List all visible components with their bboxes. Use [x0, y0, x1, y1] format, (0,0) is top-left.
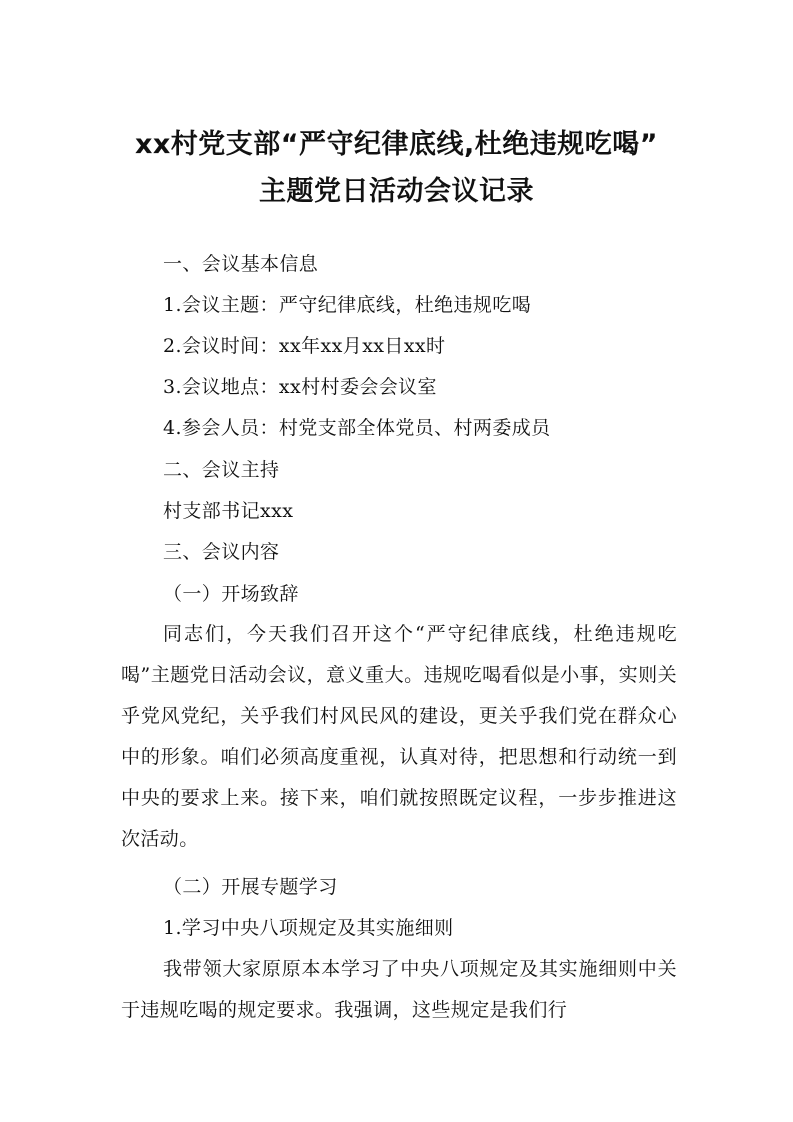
section-heading-basic-info: 一、会议基本信息: [163, 253, 319, 275]
study-item-1: 1.学习中央八项规定及其实施细则: [163, 917, 454, 939]
section-heading-host: 二、会议主持: [163, 459, 280, 481]
meeting-attendees: 4.参会人员：村党支部全体党员、村两委成员: [163, 417, 551, 439]
subsection-heading-study: （二）开展专题学习: [163, 876, 338, 898]
document-title-line-2: 主题党日活动会议记录: [259, 176, 534, 207]
meeting-time: 2.会议时间：xx年xx月xx日xx时: [163, 335, 446, 357]
study-paragraph: 我带领大家原原本本学习了中央八项规定及其实施细则中关于违规吃喝的规定要求。我强调，这些规定是我们行: [121, 958, 677, 1021]
meeting-place: 3.会议地点：xx村村委会会议室: [163, 376, 437, 398]
meeting-topic: 1.会议主题：严守纪律底线，杜绝违规吃喝: [163, 294, 532, 316]
section-heading-content: 三、会议内容: [163, 541, 280, 563]
opening-paragraph: 同志们，今天我们召开这个“严守纪律底线，杜绝违规吃喝”主题党日活动会议，意义重大。违规吃喝看似是小事，实则关乎党风党纪，关乎我们村风民风的建设，更关乎我们党在群众心中的形象。咱们必须高度重视，认真对待，把思想和行动统一到中央的要求上来。接下来，咱们就按照既定议程，一步步推进这次活动。: [121, 623, 677, 850]
document-title-line-1: xx村党支部“严守纪律底线,杜绝违规吃喝”: [134, 129, 659, 160]
meeting-host: 村支部书记xxx: [163, 500, 294, 522]
subsection-heading-opening: （一）开场致辞: [163, 583, 299, 605]
